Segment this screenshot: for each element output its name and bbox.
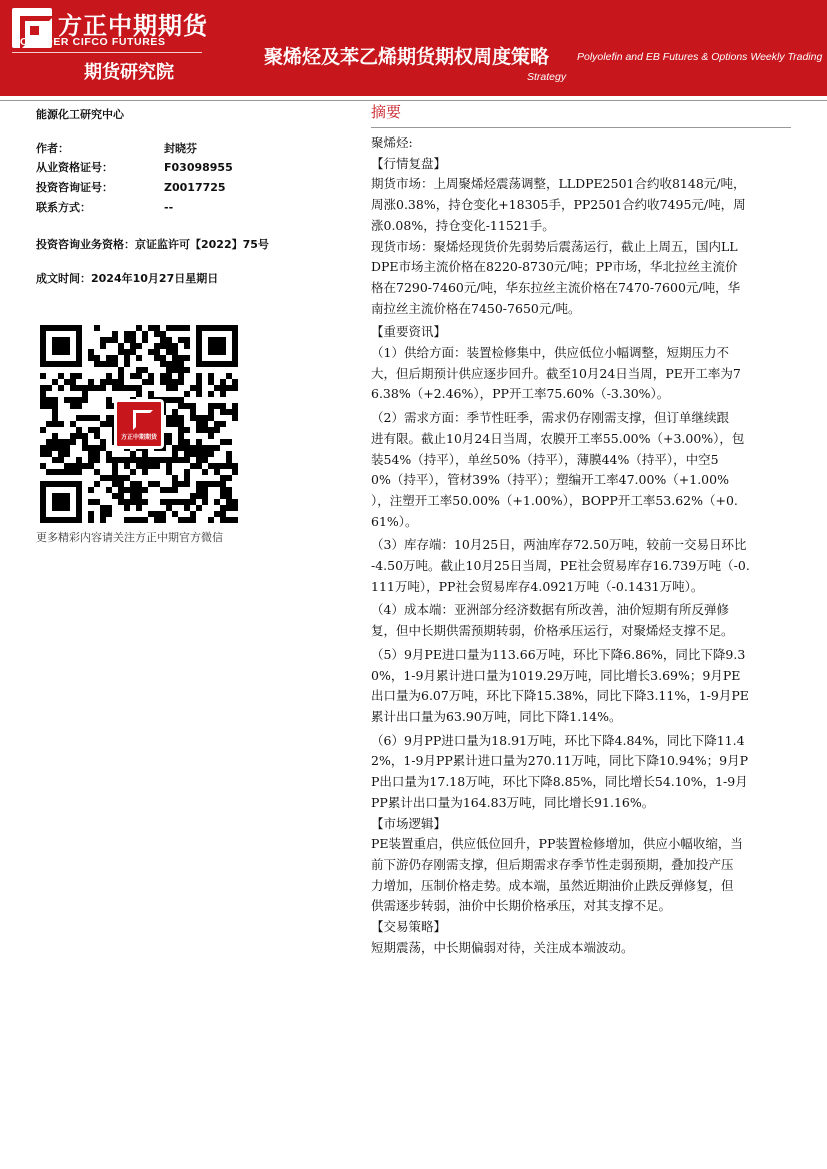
company-logo bbox=[12, 6, 212, 92]
abstract-line: 出口量为6.07万吨，环比下降15.38%，同比下降3.11%，1-9月PE bbox=[371, 688, 749, 704]
contact-row bbox=[36, 199, 173, 215]
department-name: 期货研究院 bbox=[84, 62, 174, 83]
author-row bbox=[36, 140, 197, 156]
abstract-line: PP累计出口量为164.83万吨，同比增长91.16%。 bbox=[371, 794, 655, 810]
header-banner bbox=[0, 0, 827, 96]
abstract-line: 【市场逻辑】 bbox=[371, 815, 447, 831]
qr-caption: 更多精彩内容请关注方正中期官方微信 bbox=[36, 531, 223, 544]
abstract-title: 摘要 bbox=[371, 103, 402, 121]
abstract-line: 格在7290-7460元/吨，华东拉丝主流价格在7470-7600元/吨，华 bbox=[371, 279, 741, 295]
report-title-en-line2: Strategy bbox=[527, 71, 567, 83]
qr-badge-text: 方正中期期货 bbox=[120, 434, 157, 441]
abstract-line: 前下游仍存刚需支撑，但后期需求存季节性走弱预期，叠加投产压 bbox=[371, 856, 734, 872]
logo-text-cn: 方正中期期货 bbox=[58, 12, 208, 40]
abstract-line: （4）成本端：亚洲部分经济数据有所改善，油价短期有所反弹修 bbox=[371, 602, 729, 618]
abstract-line: 111万吨），PP社会贸易库存4.0921万吨（-0.1431万吨）。 bbox=[371, 578, 704, 594]
qr-center-logo-icon bbox=[114, 399, 164, 449]
report-title-en-line1: Polyolefin and EB Futures & Options Weekly Trading bbox=[577, 51, 823, 63]
abstract-line: 南拉丝主流价格在7450-7650元/吨。 bbox=[371, 300, 581, 316]
abstract-line: P出口量为17.18万吨，环比下降8.85%，同比增长54.10%，1-9月 bbox=[371, 774, 748, 790]
cert-label: 从业资格证号： bbox=[36, 161, 113, 174]
abstract-line: ），注塑开工率50.00%（+1.00%），BOPP开工率53.62%（+0. bbox=[371, 492, 738, 508]
abstract-line: 累计出口量为63.90万吨，同比下降1.14%。 bbox=[371, 708, 622, 724]
cert-number: F03098955 bbox=[164, 161, 233, 174]
contact-value: -- bbox=[164, 201, 174, 214]
abstract-line: 6.38%（+2.46%），PP开工率75.60%（-3.30%）。 bbox=[371, 386, 670, 402]
research-center: 能源化工研究中心 bbox=[36, 108, 124, 121]
abstract-line: （1）供给方面：装置检修集中，供应低位小幅调整，短期压力不 bbox=[371, 345, 729, 361]
abstract-line: 力增加，压制价格走势。成本端，虽然近期油价止跌反弹修复，但 bbox=[371, 877, 734, 893]
author-name: 封晓芬 bbox=[164, 142, 197, 155]
abstract-line: 期货市场：上周聚烯烃震荡调整，LLDPE2501合约收8148元/吨， bbox=[371, 176, 746, 192]
advisor-row bbox=[36, 179, 226, 195]
contact-label: 联系方式： bbox=[36, 201, 91, 214]
license-line: 投资咨询业务资格：京证监许可【2022】75号 bbox=[36, 238, 269, 251]
abstract-line: 短期震荡，中长期偏弱对待，关注成本端波动。 bbox=[371, 939, 634, 955]
abstract-line: 现货市场：聚烯烃现货价先弱势后震荡运行，截止上周五，国内LL bbox=[371, 238, 738, 254]
abstract-line: 【行情复盘】 bbox=[371, 155, 447, 171]
abstract-line: 大，但后期预计供应逐步回升。截至10月24日当周，PE开工率为7 bbox=[371, 365, 741, 381]
advisor-number: Z0017725 bbox=[164, 181, 226, 194]
abstract-section bbox=[371, 102, 791, 958]
abstract-line: （3）库存端：10月25日，两油库存72.50万吨，较前一交易日环比 bbox=[371, 537, 747, 553]
abstract-line: 【重要资讯】 bbox=[371, 324, 447, 340]
abstract-body bbox=[371, 133, 791, 958]
abstract-line: DPE市场主流价格在8220-8730元/吨；PP市场，华北拉丝主流价 bbox=[371, 259, 738, 275]
logo-divider bbox=[12, 52, 202, 53]
abstract-line: 0%，1-9月累计进口量为1019.29万吨，同比增长3.69%；9月PE bbox=[371, 667, 741, 683]
abstract-line: 供需逐步转弱，油价中长期价格承压，对其支撑不足。 bbox=[371, 898, 672, 914]
abstract-line: 0%（持平），管材39%（持平）；塑编开工率47.00%（+1.00% bbox=[371, 472, 729, 488]
abstract-line: 61%）。 bbox=[371, 513, 418, 529]
wechat-qr-code bbox=[40, 325, 238, 523]
abstract-line: （5）9月PE进口量为113.66万吨，环比下降6.86%，同比下降9.3 bbox=[371, 646, 746, 662]
logo-text-en: FOUNDER CIFCO FUTURES bbox=[13, 36, 166, 48]
abstract-line: 聚烯烃: bbox=[371, 135, 413, 150]
abstract-line: 装54%（持平），单丝50%（持平），薄膜44%（持平），中空5 bbox=[371, 451, 719, 467]
abstract-line: 2%，1-9月PP累计进口量为270.11万吨，同比下降10.94%；9月P bbox=[371, 753, 749, 769]
cert-row bbox=[36, 159, 233, 175]
author-label: 作者： bbox=[36, 142, 69, 155]
header-divider bbox=[0, 100, 827, 101]
abstract-line: 涨0.08%，持仓变化-11521手。 bbox=[371, 217, 555, 233]
abstract-line: （6）9月PP进口量为18.91万吨，环比下降4.84%，同比下降11.4 bbox=[371, 732, 745, 748]
advisor-label: 投资咨询证号： bbox=[36, 181, 113, 194]
publish-date: 成文时间：2024年10月27日星期日 bbox=[36, 272, 219, 285]
abstract-line: 复，但中长期供需预期转弱，价格承压运行，对聚烯烃支撑不足。 bbox=[371, 623, 734, 639]
abstract-line: 周涨0.38%，持仓变化+18305手，PP2501合约收7495元/吨，周 bbox=[371, 197, 746, 213]
abstract-line: 【交易策略】 bbox=[371, 919, 447, 935]
report-title: 聚烯烃及苯乙烯期货期权周度策略 bbox=[264, 46, 550, 68]
abstract-line: -4.50万吨。截止10月25日当周，PE社会贸易库存16.739万吨（-0. bbox=[371, 558, 750, 574]
abstract-line: PE装置重启，供应低位回升，PP装置检修增加，供应小幅收缩，当 bbox=[371, 836, 743, 852]
abstract-line: 进有限。截止10月24日当周，农膜开工率55.00%（+3.00%），包 bbox=[371, 430, 745, 446]
abstract-line: （2）需求方面：季节性旺季，需求仍存刚需支撑，但订单继续跟 bbox=[371, 410, 729, 426]
abstract-divider bbox=[371, 127, 791, 128]
